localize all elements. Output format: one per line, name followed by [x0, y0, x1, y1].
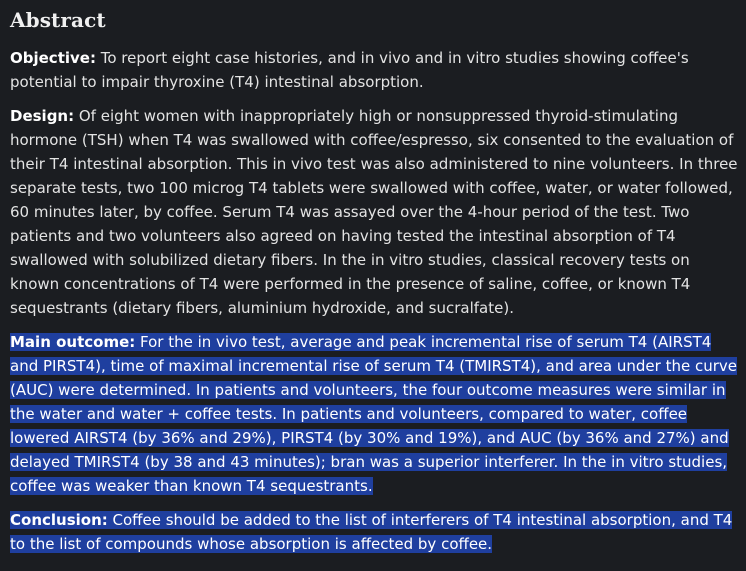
design-text: Of eight women with inappropriately high or nonsuppressed thyroid-stimulating hormone (TSH) when T4 was swallowed with coffee/espresso, six consented to the evaluation of their T4 intestinal absorption. This in vivo test was also administered to nine volunteers. In three separate tests, two 100 microg T4 tablets were swallowed with coffee, water, or water followed, 60 minutes later, by coffee. Serum T4 was assayed over the 4-hour period of the test. Two patients and two volunteers also agreed on having tested the intestinal absorption of T4 swallowed with solubilized dietary fibers. In the in vitro studies, classical recovery tests on known concentrations of T4 were performed in the presence of saline, coffee, or known T4 sequestrants (dietary fibers, aluminium hydroxide, and sucralfate). [10, 107, 738, 317]
design-label: Design: [10, 107, 75, 125]
abstract-panel [10, 6, 738, 566]
selected-text [10, 333, 737, 495]
main-outcome-paragraph[interactable] [10, 330, 738, 498]
conclusion-paragraph[interactable] [10, 508, 738, 556]
conclusion-label: Conclusion: [10, 511, 108, 529]
main-outcome-text: For the in vivo test, average and peak incremental rise of serum T4 (AIRST4 and PIRST4), time of maximal incremental rise of serum T4 (TMIRST4), and area under the curve (AUC) were determined. In patients and volunteers, the four outcome measures were similar in the water and water + coffee tests. In patients and volunteers, compared to water, coffee lowered AIRST4 (by 36% and 29%), PIRST4 (by 30% and 19%), and AUC (by 36% and 27%) and delayed TMIRST4 (by 38 and 43 minutes); bran was a superior interferer. In the in vitro studies, coffee was weaker than known T4 sequestrants. [10, 333, 737, 495]
conclusion-text: Coffee should be added to the list of interferers of T4 intestinal absorption, and T4 to the list of compounds whose absorption is affected by coffee. [10, 511, 733, 553]
main-outcome-label: Main outcome: [10, 333, 136, 351]
design-paragraph[interactable] [10, 104, 738, 320]
objective-text: To report eight case histories, and in vivo and in vitro studies showing coffee's potential to impair thyroxine (T4) intestinal absorption. [10, 49, 689, 91]
selected-text [10, 511, 732, 553]
abstract-heading: Abstract [10, 8, 106, 32]
objective-paragraph[interactable] [10, 46, 738, 94]
objective-label: Objective: [10, 49, 96, 67]
